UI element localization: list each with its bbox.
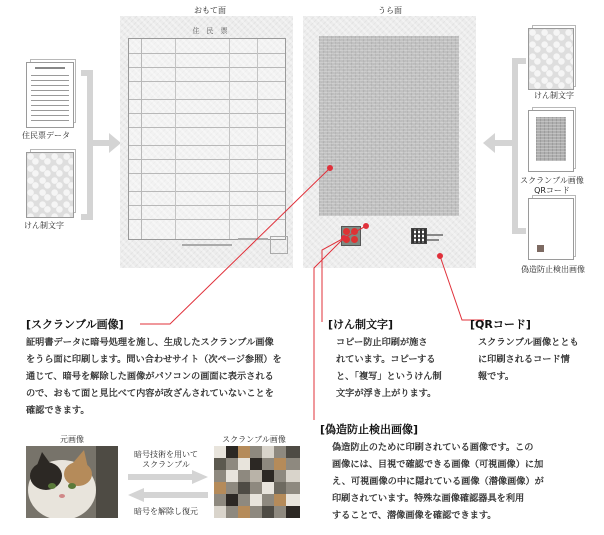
anti-forgery-desc-line-5: することで、潜像画像を確認できます。 xyxy=(332,510,497,521)
scramble-desc-line-2: をうら面に印刷します。問い合わせサイト（次ページ参照）を xyxy=(26,354,282,365)
anti-forgery-desc-line-2: 画像には、目視で確認できる画像（可視画像）に加 xyxy=(332,459,544,470)
resident-data-label: 住民票データ xyxy=(22,131,70,140)
encrypt-label-line2: スクランブル xyxy=(142,460,190,469)
anti-forgery-label: 偽造防止検出画像 xyxy=(521,265,585,274)
scramble-qr-label-line1: スクランブル画像 xyxy=(520,176,584,185)
scramble-desc-line-3: 通じて、暗号を解除した画像がパソコンの画面に表示される xyxy=(26,371,274,382)
kensei-desc-line-1: コピー防止印刷が施さ xyxy=(336,337,428,348)
callout-dot-qr xyxy=(438,254,443,259)
anti-forgery-desc-line-4: 印刷されています。特殊な画像確認器具を利用 xyxy=(332,493,525,504)
kensei-section-description xyxy=(336,334,456,402)
scramble-desc-line-1: 証明書データに暗号処理を施し、生成したスクランブル画像 xyxy=(26,337,274,348)
front-document-title: 住 民 票 xyxy=(192,27,228,35)
kensei-section-title: [けん制文字] xyxy=(328,318,394,331)
qr-section-title: [QRコード] xyxy=(470,318,531,331)
qr-desc-line-2: に印刷されるコード情 xyxy=(478,354,570,365)
qr-desc-line-1: スクランブル画像ととも xyxy=(478,337,579,348)
scramble-desc-line-4: ので、おもて面と見比べて内容が改ざんされていないことを xyxy=(26,388,274,399)
anti-forgery-section-title: [偽造防止検出画像] xyxy=(320,423,419,436)
original-cat-image xyxy=(26,446,118,518)
qr-desc-line-3: 報です。 xyxy=(478,371,515,382)
anti-forgery-section-description xyxy=(332,439,602,524)
front-side-heading: おもて面 xyxy=(194,6,226,15)
encrypt-label-line1: 暗号技術を用いて xyxy=(134,450,198,459)
scramble-qr-label-line2: QRコード xyxy=(534,186,570,195)
callout-dot-kensei xyxy=(364,224,369,229)
scrambled-image-label: スクランブル画像 xyxy=(222,435,286,444)
scrambled-cat-image xyxy=(214,446,300,518)
back-side-heading: うら面 xyxy=(378,6,402,15)
original-image-label: 元画像 xyxy=(60,435,84,444)
callout-dot-scramble xyxy=(328,166,333,171)
scramble-section-description xyxy=(26,334,316,419)
encrypt-arrow-icon xyxy=(128,470,208,484)
decrypt-arrow-icon xyxy=(128,488,208,502)
callout-dot-anti-forgery xyxy=(342,236,347,241)
kensei-desc-line-3: と、「複写」というけん制 xyxy=(336,371,442,382)
callout-line-scramble xyxy=(140,168,330,324)
scramble-section-title: [スクランブル画像] xyxy=(26,318,124,331)
anti-forgery-desc-line-1: 偽造防止のために印刷されている画像です。この xyxy=(332,442,534,453)
decrypt-label: 暗号を解除し復元 xyxy=(134,507,198,516)
scramble-desc-line-5: 確認できます。 xyxy=(26,405,90,416)
anti-forgery-desc-line-3: え、可視画像の中に隠れている画像（潜像画像）が xyxy=(332,476,544,487)
kensei-label-right: けん制文字 xyxy=(534,91,574,100)
kensei-desc-line-2: れています。コピーする xyxy=(336,354,436,365)
callout-line-qr xyxy=(440,256,484,320)
kensei-label-left: けん制文字 xyxy=(24,221,64,230)
kensei-desc-line-4: 文字が浮き上がります。 xyxy=(336,388,437,399)
qr-section-description xyxy=(478,334,602,385)
